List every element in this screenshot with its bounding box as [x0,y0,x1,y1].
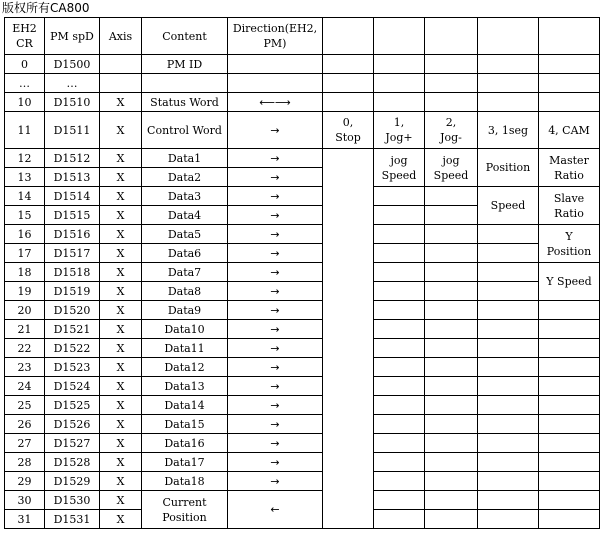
empty-cell [374,74,425,93]
cell-content: Data3 [142,187,228,206]
empty-cell [539,491,600,510]
cell-direction: → [228,415,323,434]
empty-cell [478,377,539,396]
empty-cell [478,74,539,93]
empty-cell [478,244,539,263]
empty-cell [425,18,478,55]
empty-cell [539,453,600,472]
empty-cell [478,263,539,282]
cell-cr: 18 [5,263,45,282]
table-row [5,301,600,320]
cell-cr: 20 [5,301,45,320]
empty-cell [425,472,478,491]
cell-pm-spd: D1511 [45,112,100,149]
table-row [5,149,600,168]
seg-speed: Speed [478,187,539,225]
empty-cell [478,510,539,529]
cell-axis: X [100,472,142,491]
cell-content: Data12 [142,358,228,377]
empty-cell [374,453,425,472]
table-row [5,282,600,301]
cell-content: Data11 [142,339,228,358]
cell-content: Data9 [142,301,228,320]
table-row [5,377,600,396]
cell-cr: 22 [5,339,45,358]
cell-content: Status Word [142,93,228,112]
empty-cell [425,187,478,206]
empty-cell [539,396,600,415]
empty-cell [425,282,478,301]
cell-axis: X [100,491,142,510]
cell-pm-spd: D1517 [45,244,100,263]
mode-cam: 4, CAM [539,112,600,149]
table-row [5,112,600,149]
cell-content: Data13 [142,377,228,396]
empty-cell [478,301,539,320]
cell-cr: 0 [5,55,45,74]
cell-axis: X [100,453,142,472]
table-row [5,472,600,491]
empty-cell [478,282,539,301]
cell-content: Current Position [142,491,228,529]
empty-cell [374,93,425,112]
cell-content: Data18 [142,472,228,491]
cell-direction: → [228,358,323,377]
cell-pm-spd: D1515 [45,206,100,225]
cell-pm-spd: D1529 [45,472,100,491]
page-caption: 版权所有CA800 [2,1,90,15]
cell-cr: 24 [5,377,45,396]
table-row [5,225,600,244]
empty-cell [374,187,425,206]
table-row [5,74,600,93]
empty-cell [425,225,478,244]
cell-cr: … [5,74,45,93]
cell-direction: → [228,282,323,301]
cell-cr: 21 [5,320,45,339]
empty-cell [374,358,425,377]
empty-cell [425,320,478,339]
empty-cell [323,55,374,74]
cell-pm-spd: D1512 [45,149,100,168]
cam-y-position: Y Position [539,225,600,263]
empty-cell [539,93,600,112]
cell-pm-spd: D1526 [45,415,100,434]
cell-direction: → [228,244,323,263]
cell-content: Data10 [142,320,228,339]
cell-axis: X [100,168,142,187]
empty-cell [374,472,425,491]
cell-cr: 28 [5,453,45,472]
cell-cr: 26 [5,415,45,434]
cell-cr: 12 [5,149,45,168]
empty-cell [425,510,478,529]
cell-axis: X [100,301,142,320]
cell-direction: → [228,472,323,491]
empty-cell [323,149,374,529]
empty-cell [374,396,425,415]
cell-direction: → [228,320,323,339]
cell-pm-spd: D1527 [45,434,100,453]
table-row [5,244,600,263]
jog-plus-speed: jog Speed [374,149,425,187]
empty-cell [478,491,539,510]
empty-cell [425,244,478,263]
empty-cell [539,320,600,339]
empty-cell [425,491,478,510]
table-row [5,320,600,339]
empty-cell [478,93,539,112]
cell-axis [100,74,142,93]
empty-cell [539,55,600,74]
cell-axis: X [100,358,142,377]
table-row [5,358,600,377]
cell-pm-spd: … [45,74,100,93]
cell-cr: 27 [5,434,45,453]
seg-position: Position [478,149,539,187]
empty-cell [478,55,539,74]
cell-content: PM ID [142,55,228,74]
header-axis: Axis [100,18,142,55]
empty-cell [374,491,425,510]
table-row [5,55,600,74]
cell-cr: 16 [5,225,45,244]
empty-cell [425,93,478,112]
table-row [5,434,600,453]
empty-cell [374,510,425,529]
cell-cr: 10 [5,93,45,112]
cell-direction: → [228,377,323,396]
cell-direction: → [228,301,323,320]
empty-cell [425,55,478,74]
cell-cr: 14 [5,187,45,206]
empty-cell [374,282,425,301]
empty-cell [478,396,539,415]
empty-cell [478,339,539,358]
table-row [5,339,600,358]
cell-axis: X [100,282,142,301]
cell-content: Data2 [142,168,228,187]
empty-cell [323,18,374,55]
empty-cell [323,93,374,112]
empty-cell [478,434,539,453]
empty-cell [374,320,425,339]
cell-cr: 19 [5,282,45,301]
cell-pm-spd: D1531 [45,510,100,529]
cell-direction: → [228,168,323,187]
table-row [5,396,600,415]
cell-content: Data5 [142,225,228,244]
cell-direction [228,55,323,74]
empty-cell [374,339,425,358]
cell-content: Control Word [142,112,228,149]
cell-axis: X [100,206,142,225]
empty-cell [374,55,425,74]
empty-cell [478,320,539,339]
cell-direction: → [228,263,323,282]
cell-axis [100,55,142,74]
empty-cell [374,434,425,453]
empty-cell [425,358,478,377]
empty-cell [478,18,539,55]
empty-cell [478,415,539,434]
cell-direction: → [228,434,323,453]
cell-content: Data8 [142,282,228,301]
cam-y-speed: Y Speed [539,263,600,301]
register-table [4,17,600,529]
empty-cell [425,453,478,472]
cell-content: Data7 [142,263,228,282]
cell-direction: → [228,206,323,225]
cell-direction: → [228,187,323,206]
table-body [5,18,600,529]
cell-cr: 15 [5,206,45,225]
cell-pm-spd: D1518 [45,263,100,282]
cell-cr: 13 [5,168,45,187]
empty-cell [539,472,600,491]
cell-pm-spd: D1525 [45,396,100,415]
cell-axis: X [100,510,142,529]
header-direction: Direction(EH2, PM) [228,18,323,55]
empty-cell [374,244,425,263]
cell-axis: X [100,339,142,358]
mode-jog-plus: 1, Jog+ [374,112,425,149]
cell-pm-spd: D1521 [45,320,100,339]
cell-direction: → [228,453,323,472]
mode-1seg: 3, 1seg [478,112,539,149]
cell-cr: 29 [5,472,45,491]
empty-cell [425,301,478,320]
cell-axis: X [100,434,142,453]
cell-pm-spd: D1528 [45,453,100,472]
cell-cr: 23 [5,358,45,377]
cell-pm-spd: D1522 [45,339,100,358]
cell-axis: X [100,149,142,168]
cell-direction [228,74,323,93]
header-row [5,18,600,55]
empty-cell [425,377,478,396]
table-row [5,491,600,510]
cell-pm-spd: D1524 [45,377,100,396]
cell-content: Data6 [142,244,228,263]
empty-cell [539,339,600,358]
header-eh2-cr: EH2 CR [5,18,45,55]
empty-cell [374,225,425,244]
empty-cell [539,510,600,529]
empty-cell [374,18,425,55]
empty-cell [539,301,600,320]
empty-cell [478,453,539,472]
empty-cell [539,18,600,55]
cell-direction: → [228,112,323,149]
empty-cell [539,74,600,93]
empty-cell [374,301,425,320]
table-row [5,187,600,206]
cell-direction: → [228,149,323,168]
header-content: Content [142,18,228,55]
cam-slave-ratio: Slave Ratio [539,187,600,225]
cell-cr: 17 [5,244,45,263]
cell-cr: 31 [5,510,45,529]
empty-cell [539,358,600,377]
cell-content: Data4 [142,206,228,225]
mode-jog-minus: 2, Jog- [425,112,478,149]
empty-cell [323,74,374,93]
cam-master-ratio: Master Ratio [539,149,600,187]
empty-cell [374,263,425,282]
empty-cell [425,415,478,434]
cell-axis: X [100,93,142,112]
empty-cell [539,434,600,453]
cell-pm-spd: D1513 [45,168,100,187]
cell-content: Data15 [142,415,228,434]
empty-cell [374,206,425,225]
mode-stop: 0, Stop [323,112,374,149]
cell-axis: X [100,244,142,263]
jog-minus-speed: jog Speed [425,149,478,187]
cell-pm-spd: D1510 [45,93,100,112]
cell-direction: ⟵⟶ [228,93,323,112]
cell-axis: X [100,415,142,434]
table-row [5,263,600,282]
cell-pm-spd: D1516 [45,225,100,244]
cell-pm-spd: D1530 [45,491,100,510]
empty-cell [425,434,478,453]
cell-direction: → [228,339,323,358]
table-row [5,453,600,472]
empty-cell [478,358,539,377]
cell-content: Data16 [142,434,228,453]
table-row [5,415,600,434]
cell-content: Data1 [142,149,228,168]
empty-cell [374,377,425,396]
cell-pm-spd: D1514 [45,187,100,206]
table-row [5,93,600,112]
empty-cell [478,472,539,491]
cell-axis: X [100,112,142,149]
cell-content: Data14 [142,396,228,415]
cell-axis: X [100,396,142,415]
cell-direction: → [228,225,323,244]
cell-axis: X [100,377,142,396]
empty-cell [539,377,600,396]
cell-axis: X [100,187,142,206]
cell-pm-spd: D1500 [45,55,100,74]
cell-pm-spd: D1523 [45,358,100,377]
empty-cell [425,74,478,93]
cell-cr: 25 [5,396,45,415]
empty-cell [425,263,478,282]
cell-axis: X [100,320,142,339]
cell-content: Data17 [142,453,228,472]
cell-direction: ← [228,491,323,529]
empty-cell [425,396,478,415]
cell-direction: → [228,396,323,415]
empty-cell [478,225,539,244]
empty-cell [425,339,478,358]
empty-cell [539,415,600,434]
empty-cell [425,206,478,225]
cell-pm-spd: D1520 [45,301,100,320]
cell-content [142,74,228,93]
cell-cr: 11 [5,112,45,149]
cell-pm-spd: D1519 [45,282,100,301]
cell-axis: X [100,263,142,282]
cell-axis: X [100,225,142,244]
empty-cell [374,415,425,434]
header-pm-spd: PM spD [45,18,100,55]
cell-cr: 30 [5,491,45,510]
